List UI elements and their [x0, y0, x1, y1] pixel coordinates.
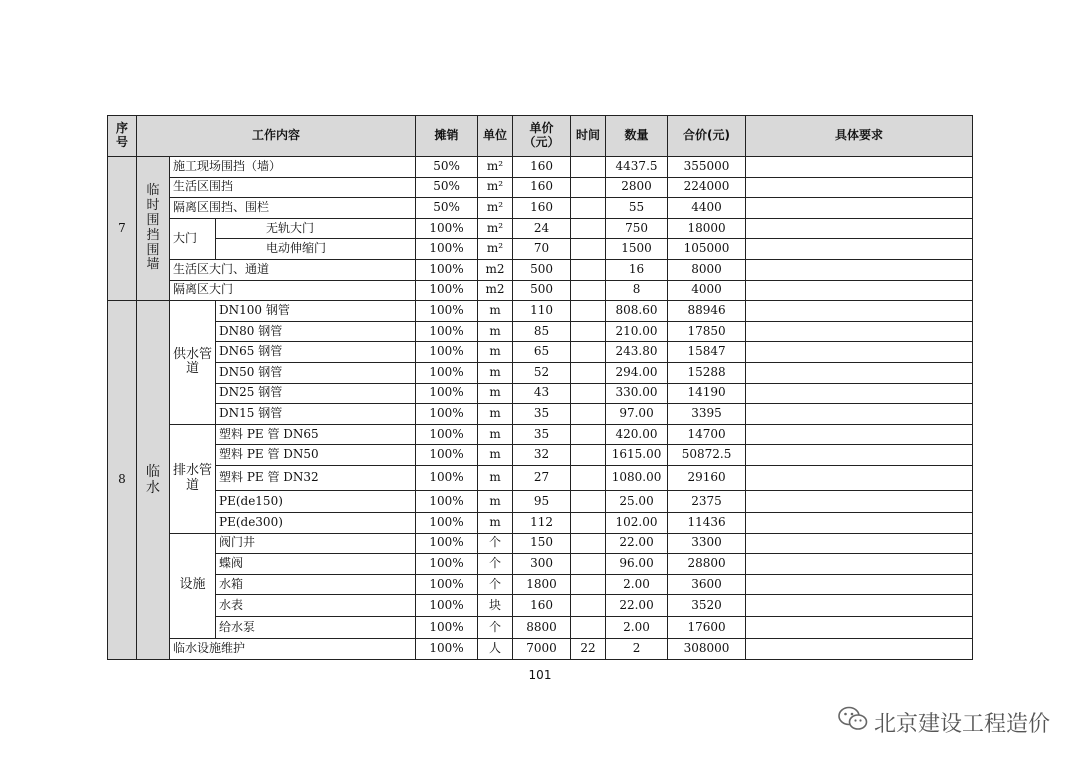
header-req: 具体要求 — [746, 116, 973, 157]
table-header-row — [108, 116, 973, 157]
watermark-text: 北京建设工程造价 — [873, 711, 1050, 737]
table-row: 塑料 PE 管 DN50 100% m 32 1615.00 50872.5 — [108, 445, 973, 466]
table-row: 临水设施维护 100% 人 7000 22 2 308000 — [108, 639, 973, 660]
cost-table — [107, 115, 973, 660]
table-row: 电动伸缩门 100% m² 70 1500 105000 — [108, 239, 973, 260]
table-row: 7 临时围挡围墙 施工现场围挡（墙） 50% m² 160 4437.5 355000 — [108, 157, 973, 178]
table-row: 生活区围挡 50% m² 160 2800 224000 — [108, 177, 973, 198]
table-row: 设施 阀门井 100% 个 150 22.00 3300 — [108, 533, 973, 554]
table-row: PE(de300) 100% m 112 102.00 11436 — [108, 512, 973, 533]
group-drain-pipes: 排水管道 — [170, 424, 216, 533]
header-amort: 摊销 — [416, 116, 478, 157]
table-row: PE(de150) 100% m 95 25.00 2375 — [108, 490, 973, 512]
header-total: 合价(元) — [668, 116, 746, 157]
table-row: 水箱 100% 个 1800 2.00 3600 — [108, 574, 973, 595]
table-row: 蝶阀 100% 个 300 96.00 28800 — [108, 554, 973, 575]
header-time: 时间 — [571, 116, 606, 157]
header-qty: 数量 — [606, 116, 668, 157]
table-row: 生活区大门、通道 100% m2 500 16 8000 — [108, 259, 973, 280]
watermark — [838, 706, 1050, 738]
header-seq: 序号 — [108, 116, 137, 157]
header-unit: 单位 — [478, 116, 513, 157]
group-supply-pipes: 供水管道 — [170, 301, 216, 425]
table-row: DN65 钢管 100% m 65 243.80 15847 — [108, 342, 973, 363]
table-row: 水表 100% 块 160 22.00 3520 — [108, 595, 973, 617]
section-7-name: 临时围挡围墙 — [137, 157, 170, 301]
table-row: 给水泵 100% 个 8800 2.00 17600 — [108, 617, 973, 639]
section-8-number: 8 — [108, 301, 137, 660]
table-row: 大门 无轨大门 100% m² 24 750 18000 — [108, 218, 973, 239]
section-8-name: 临水 — [137, 301, 170, 660]
table-row: 塑料 PE 管 DN32 100% m 27 1080.00 29160 — [108, 465, 973, 490]
table-row: 排水管道 塑料 PE 管 DN65 100% m 35 420.00 14700 — [108, 424, 973, 445]
section-7-number: 7 — [108, 157, 137, 301]
table-row: 8 临水 供水管道 DN100 钢管 100% m 110 808.60 88946 — [108, 301, 973, 322]
header-content: 工作内容 — [137, 116, 416, 157]
wechat-icon — [838, 706, 868, 738]
table-row: 隔离区围挡、围栏 50% m² 160 55 4400 — [108, 198, 973, 219]
table-row: DN15 钢管 100% m 35 97.00 3395 — [108, 404, 973, 425]
table-row: DN80 钢管 100% m 85 210.00 17850 — [108, 321, 973, 342]
gate-group-label: 大门 — [170, 218, 216, 259]
table-row: 隔离区大门 100% m2 500 8 4000 — [108, 280, 973, 301]
table-row: DN50 钢管 100% m 52 294.00 15288 — [108, 362, 973, 383]
header-price: 单价（元） — [513, 116, 571, 157]
group-facilities: 设施 — [170, 533, 216, 639]
page-number: 101 — [528, 668, 552, 682]
table-row: DN25 钢管 100% m 43 330.00 14190 — [108, 383, 973, 404]
